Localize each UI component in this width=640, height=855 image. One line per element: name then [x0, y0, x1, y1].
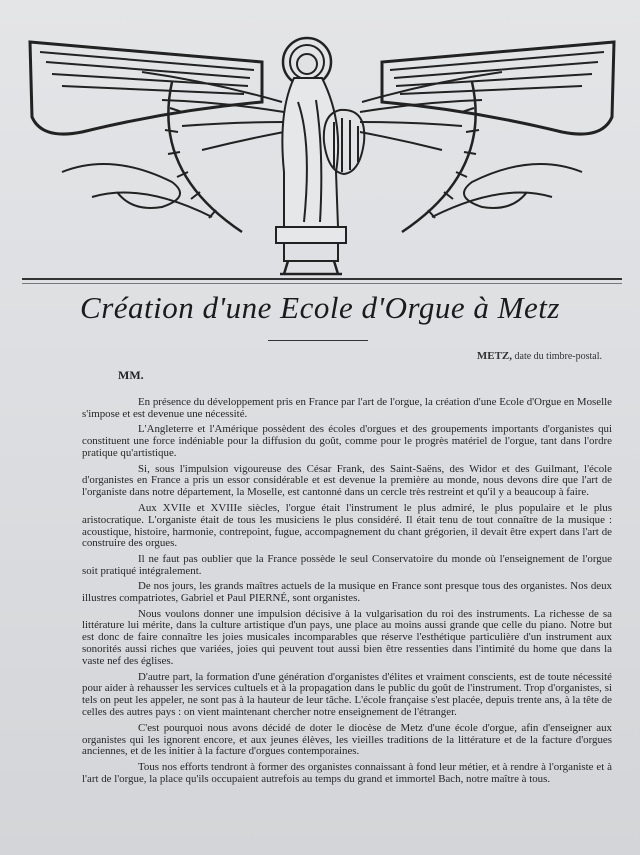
paragraph: Il ne faut pas oublier que la France possède le seul Conservatoire du monde où l'enseignement de l'orgue soit pratiqué intégralement. — [82, 552, 612, 577]
dateline-rest: date du timbre-postal. — [514, 351, 602, 362]
salutation: MM. — [118, 368, 144, 382]
paragraph: Aux XVIIe et XVIIIe siècles, l'orgue était l'instrument le plus admiré, le plus populaire et le plus aristocratique. L'organiste était de tous les musiciens le plus considéré. Il était tenu de tout connaître de la musique : acoustique, histoire, harmonie, contrepoint, fugue, accompagnement du chant grégorien, il devait être expert dans l'art de construire des orgues. — [82, 501, 612, 550]
paragraph: Si, sous l'impulsion vigoureuse des César Frank, des Saint-Saëns, des Widor et des Guilmant, l'école d'organistes en France a pris un essor considérable et est devenue la première au monde, nous devons dire que l'art de l'organiste dans notre département, la Moselle, est cantonné dans un cercle très restreint et qu'il y a beaucoup à faire. — [82, 462, 612, 499]
paragraph: Nous voulons donner une impulsion décisive à la vulgarisation du roi des instruments. La richesse de sa littérature lui mérite, dans la culture artistique d'un pays, une place au moins aussi grande que celle du piano. Notre but est donc de faire connaître les joies musicales incomparables que réserve l'esthétique particulière d'un instrument aux sonorités aussi riches que variées, joies qui peuvent tout aussi bien être ressenties dans l'intimité du home que dans la vaste nef des églises. — [82, 607, 612, 668]
winged-angel-with-lyre-icon — [22, 22, 622, 284]
dateline-place: METZ, — [476, 350, 513, 362]
page-title: Création d'une Ecole d'Orgue à Metz — [80, 290, 560, 325]
paragraph: L'Angleterre et l'Amérique possèdent des écoles d'orgues et des groupements importants d'organistes qui constituent une force indéniable pour la diffusion du goût, comme pour le progrès matériel de l'orgue, tant dans l'ordre pratique qu'artistique. — [82, 423, 612, 460]
paragraph: En présence du développement pris en France par l'art de l'orgue, la création d'une Ecole d'Orgue en Moselle s'impose et est devenue une nécessité. — [82, 396, 612, 420]
header-rule — [22, 278, 622, 284]
paragraph: De nos jours, les grands maîtres actuels de la musique en France sont presque tous des organistes. Nos deux illustres compatriotes, Gabriel et Paul PIERNÉ, sont organistes. — [82, 580, 612, 605]
paragraph: D'autre part, la formation d'une génération d'organistes d'élites et vraiment conscients, est de toute nécessité pour aider à rehausser les services cultuels et à la propagation dans le public du goût de l'instrument. Trop d'organistes, si tels on peut les appeler, ne sont pas à la hauteur de leur tâche. L'école française s'est placée, depuis trente ans, à la tête de celles des autres pays : on vient maintenant chercher notre enseignement de l'étranger. — [82, 670, 612, 719]
dateline — [477, 350, 602, 362]
paragraph: C'est pourquoi nous avons décidé de doter le diocèse de Metz d'une école d'orgue, afin d'enseigner aux organistes qui les ignorent encore, et aux jeunes élèves, les vieilles traditions de la littérature et de la facture d'orgues anciennes, et de les initier à la facture d'orgues contemporaines. — [82, 721, 612, 758]
letter-body — [82, 397, 612, 789]
title-underline — [268, 340, 368, 341]
paragraph: Tous nos efforts tendront à former des organistes connaissant à fond leur métier, et à rendre à l'organiste et à l'art de l'orgue, la place qu'ils occupaient autrefois au temps du grand et immortel Bach, notre maître à tous. — [82, 760, 612, 785]
